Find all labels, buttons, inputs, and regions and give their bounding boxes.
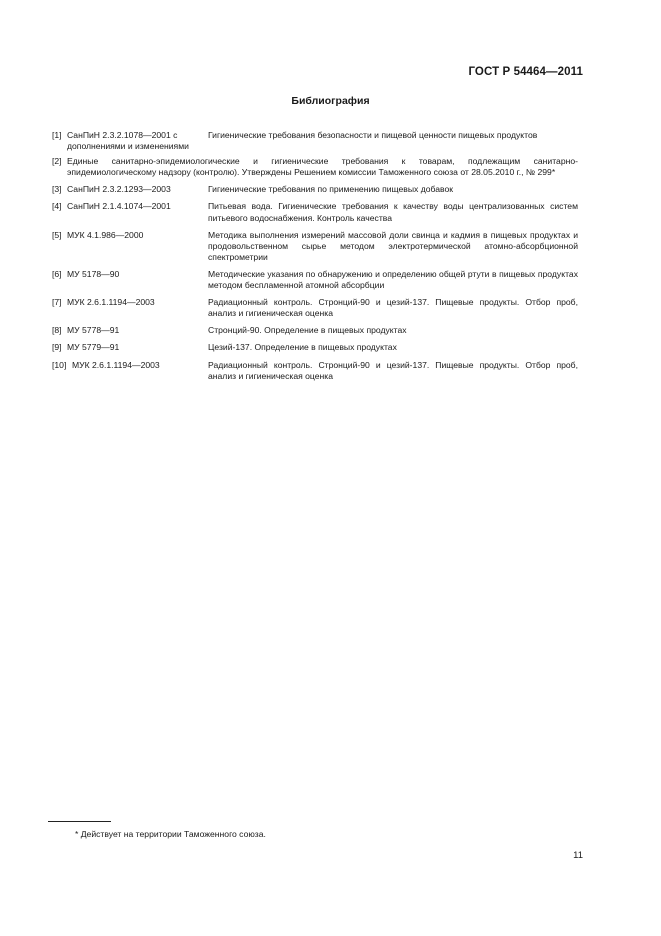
entry-number: [4] xyxy=(52,201,62,212)
bibliography-entry xyxy=(52,230,578,263)
entry-source: СанПиН 2.3.2.1293—2003 xyxy=(67,184,171,195)
bibliography-entry xyxy=(52,297,578,319)
entry-source: МУ 5778—91 xyxy=(67,325,120,336)
bibliography-entry xyxy=(52,184,578,195)
entry-number: [3] xyxy=(52,184,62,195)
entry-number: [6] xyxy=(52,268,62,279)
entry-source: СанПиН 2.1.4.1074—2001 xyxy=(67,201,171,212)
entry-description: Гигиенические требования по применению пищевых добавок xyxy=(208,184,454,195)
entry-number: [2] xyxy=(52,156,62,167)
entry-source: МУК 4.1.986—2000 xyxy=(67,229,144,240)
entry-number: [7] xyxy=(52,297,62,308)
entry-description: Методические указания по обнаружению и определению общей ртути в пищевых продуктах методом беспламенной атомной абсорбции xyxy=(208,268,578,291)
footnote: * Действует на территории Таможенного союза. xyxy=(75,829,266,839)
bibliography-entry xyxy=(52,325,578,336)
entry-description: Цезий-137. Определение в пищевых продуктах xyxy=(208,342,397,353)
entry-source: МУ 5178—90 xyxy=(67,268,120,279)
entry-description: Питьевая вода. Гигиенические требования к качеству воды централизованных систем питьевого водоснабжения. Контроль качества xyxy=(208,201,578,223)
entry-description: Методика выполнения измерений массовой доли свинца и кадмия в пищевых продуктах и продовольственном сырье методом электротермической атомно-абсорбционной спектрометрии xyxy=(208,229,578,262)
bibliography-entry xyxy=(52,201,578,223)
page-number: 11 xyxy=(573,850,583,861)
entry-description: Гигиенические требования безопасности и пищевой ценности пищевых продуктов xyxy=(208,130,538,140)
entry-source: МУК 2.6.1.1194—2003 xyxy=(67,297,155,308)
entry-description: Радиационный контроль. Стронций-90 и цезий-137. Пищевые продукты. Отбор проб, анализ и гигиеническая оценка xyxy=(208,359,578,381)
entry-description: Радиационный контроль. Стронций-90 и цезий-137. Пищевые продукты. Отбор проб, анализ и гигиеническая оценка xyxy=(208,297,578,319)
footnote-divider xyxy=(48,821,111,822)
entry-number: [10] xyxy=(52,359,67,370)
entry-number: [1] xyxy=(52,130,62,140)
bibliography-list xyxy=(52,130,578,382)
bibliography-entry xyxy=(52,130,578,152)
entry-number: [5] xyxy=(52,229,62,240)
entry-full-text: Единые санитарно-эпидемиологические и гигиенические требования к товарам, подлежащим санитарно-эпидемиологическому надзору (контролю). Утверждены Решением комиссии Таможенного союза от 28.05.2010 г., № 299* xyxy=(67,156,578,178)
bibliography-entry xyxy=(52,269,578,291)
entry-source: МУК 2.6.1.1194—2003 xyxy=(72,359,160,370)
entry-number: [9] xyxy=(52,342,62,353)
entry-number: [8] xyxy=(52,325,62,336)
entry-source: МУ 5779—91 xyxy=(67,342,120,353)
entry-description: Стронций-90. Определение в пищевых продуктах xyxy=(208,325,407,336)
section-title: Библиография xyxy=(291,95,370,107)
document-code: ГОСТ Р 54464—2011 xyxy=(468,66,583,78)
entry-source: СанПиН 2.3.2.1078—2001 с дополнениями и изменениями xyxy=(67,130,189,152)
bibliography-entry xyxy=(52,360,578,382)
bibliography-entry xyxy=(52,156,578,178)
bibliography-entry xyxy=(52,342,578,353)
